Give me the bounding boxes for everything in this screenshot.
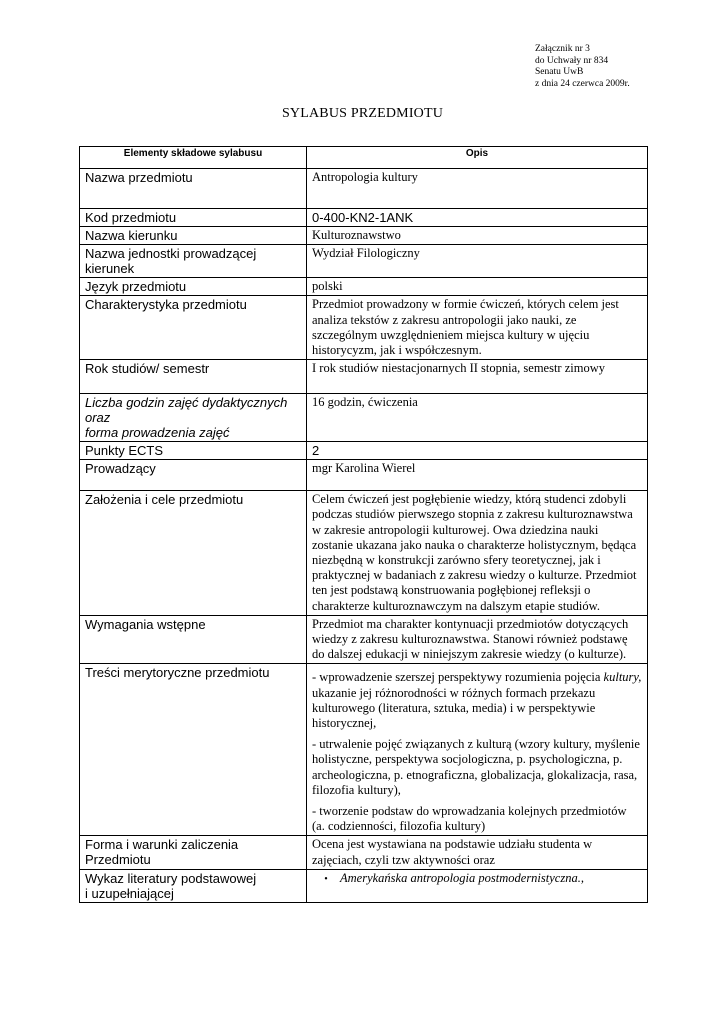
table-row (80, 836, 648, 869)
table-row (80, 296, 648, 360)
content-paragraph (312, 670, 642, 731)
row-label: Nazwa przedmiotu (80, 169, 307, 209)
row-value: Ocena jest wystawiana na podstawie udziału studenta w zajęciach, czyli tzw aktywności oraz (307, 836, 648, 869)
row-label-line: Wykaz literatury podstawowej (85, 870, 257, 886)
row-value: 0-400-KN2-1ANK (307, 209, 648, 227)
row-value: 2 (307, 442, 648, 460)
table-row (80, 615, 648, 664)
row-label: Rok studiów/ semestr (80, 360, 307, 394)
row-label: Założenia i cele przedmiotu (80, 491, 307, 616)
row-value: I rok studiów niestacjonarnych II stopnia, semestr zimowy (307, 360, 648, 394)
row-value: Przedmiot ma charakter kontynuacji przedmiotów dotyczących wiedzy z zakresu kulturoznawstwa. Stanowi również podstawę do dalszej edukacji w niniejszym zakresie wiedzy (o kulturze). (307, 615, 648, 664)
table-row (80, 245, 648, 278)
row-value: Kulturoznawstwo (307, 227, 648, 245)
row-label: Wymagania wstępne (80, 615, 307, 664)
content-text: - wprowadzenie szerszej perspektywy rozumienia pojęcia (312, 670, 604, 685)
row-value (307, 664, 648, 836)
row-label: Prowadzący (80, 460, 307, 491)
annex-line: z dnia 24 czerwca 2009r. (535, 78, 630, 89)
literature-title: Amerykańska antropologia postmodernistyczna., (340, 870, 584, 885)
row-label-line: i uzupełniającej (85, 885, 174, 901)
table-row (80, 491, 648, 616)
row-value: 16 godzin, ćwiczenia (307, 394, 648, 442)
table-row (80, 209, 648, 227)
row-label: Język przedmiotu (80, 278, 307, 296)
bullet-icon: • (324, 873, 328, 885)
table-row (80, 227, 648, 245)
table-row (80, 664, 648, 836)
row-value: mgr Karolina Wierel (307, 460, 648, 491)
annex-note (535, 44, 630, 90)
row-label: Punkty ECTS (80, 442, 307, 460)
column-header-elements: Elementy składowe sylabusu (80, 147, 307, 169)
row-label: Charakterystyka przedmiotu (80, 296, 307, 360)
row-value (307, 869, 648, 902)
content-text-italic: kultury, (603, 670, 642, 685)
row-label (80, 836, 307, 869)
row-label-line: forma prowadzenia zajęć (85, 425, 230, 441)
table-row (80, 460, 648, 491)
table-row (80, 394, 648, 442)
literature-list-item (312, 871, 642, 887)
syllabus-table (79, 146, 648, 903)
table-header-row (80, 147, 648, 169)
row-value: polski (307, 278, 648, 296)
annex-line: do Uchwały nr 834 (535, 55, 609, 66)
content-text: ukazanie jej różnorodności w różnych formach przekazu kulturowego (literatura, sztuka, media) i w perspektywie historycznej, (312, 685, 596, 731)
row-value: Wydział Filologiczny (307, 245, 648, 278)
table-row (80, 360, 648, 394)
table-row (80, 869, 648, 902)
table-row (80, 278, 648, 296)
content-paragraph: - tworzenie podstaw do wprowadzania kolejnych przedmiotów (a. codzienności, filozofia kultury) (312, 804, 627, 834)
column-header-description: Opis (307, 147, 648, 169)
table-row (80, 442, 648, 460)
row-label (80, 869, 307, 902)
row-value: Przedmiot prowadzony w formie ćwiczeń, których celem jest analiza tekstów z zakresu antropologii jako nauki, ze szczególnym uwzględnieniem miejsca kultury w ujęciu historycyzm, jak i współczesnym. (307, 296, 648, 360)
row-label: Nazwa jednostki prowadzącej kierunek (80, 245, 307, 278)
annex-line: Załącznik nr 3 (535, 44, 590, 54)
row-value: Celem ćwiczeń jest pogłębienie wiedzy, którą studenci zdobyli podczas studiów pierwszego stopnia z zakresu kulturoznawstwa w zakresie antropologii kulturowej. Owa dziedzina nauki zostanie ukazana jako nauka o charakterze holistycznym, będąca niezbędną w konstrukcji zarówno sfery teoretycznej, jak i praktycznej w badaniach z zakresu wiedzy o kulturze. Przedmiot ten jest podstawą konstruowania pogłębionej refleksji o charakterze kulturoznawczym na dalszym etapie studiów. (307, 491, 648, 616)
row-label: Treści merytoryczne przedmiotu (80, 664, 307, 836)
row-label-line: Forma i warunki zaliczenia (85, 837, 239, 853)
document-title: SYLABUS PRZEDMIOTU (281, 106, 444, 121)
row-label-line: Przedmiotu (85, 852, 151, 868)
content-paragraph: - utrwalenie pojęć związanych z kulturą (wzory kultury, myślenie holistyczne, perspektywa socjologiczna, p. psychologiczna, p. archeologiczna, p. etnograficzna, globalizacja, glokalizacja, rasa, filozofia kultury), (312, 737, 640, 797)
row-label (80, 394, 307, 442)
row-value: Antropologia kultury (307, 169, 648, 209)
row-label: Kod przedmiotu (80, 209, 307, 227)
row-label: Nazwa kierunku (80, 227, 307, 245)
row-label-line: Liczba godzin zajęć dydaktycznych oraz (85, 395, 288, 426)
table-row (80, 169, 648, 209)
annex-line: Senatu UwB (535, 67, 584, 77)
